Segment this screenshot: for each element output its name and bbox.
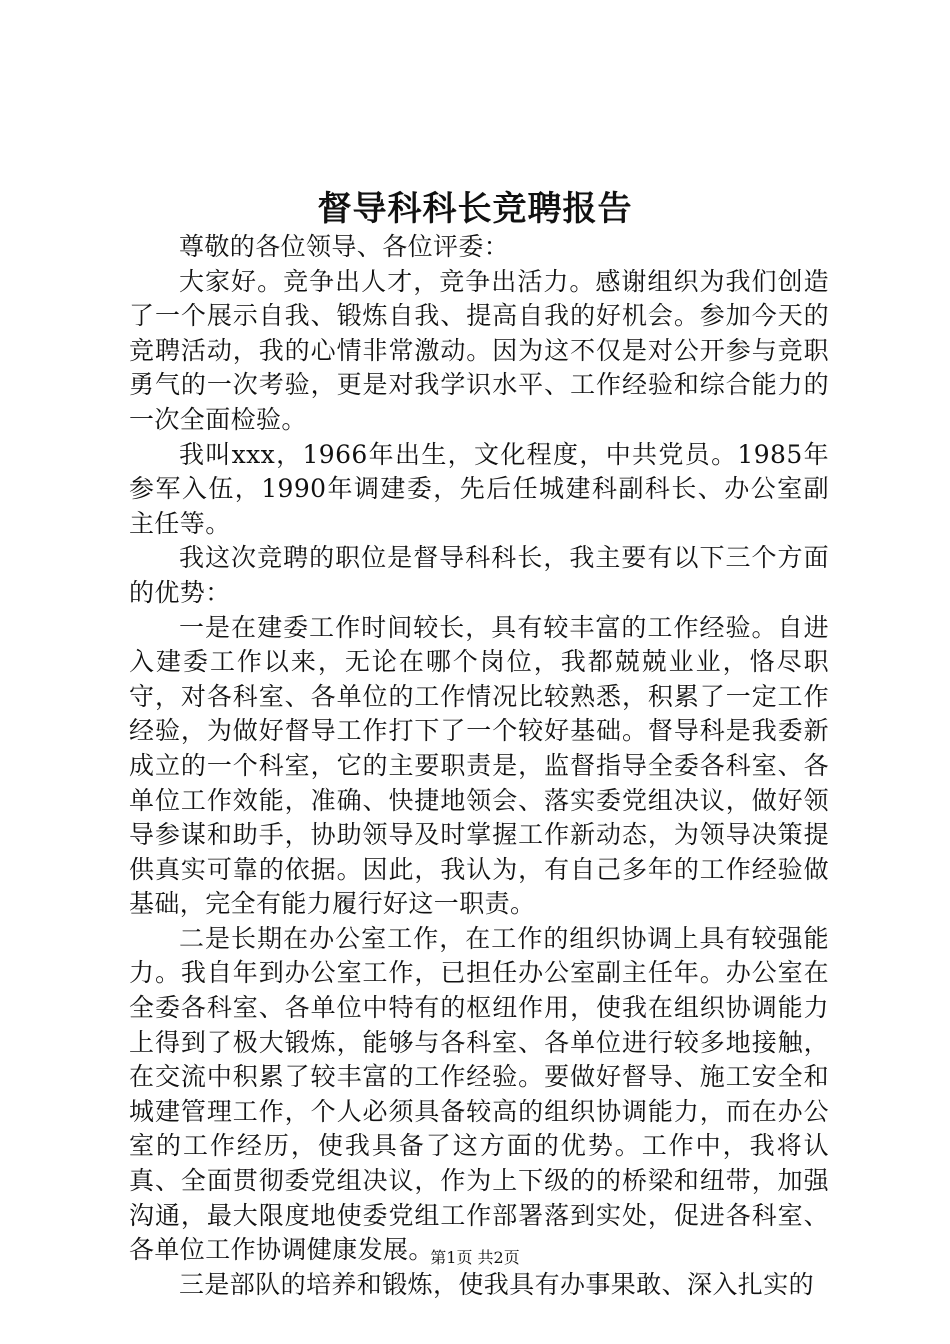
body-paragraph: 我这次竞聘的职位是督导科科长，我主要有以下三个方面的优势： (129, 543, 829, 607)
body-paragraph: 三是部队的培养和锻炼，使我具有办事果敢、深入扎实的 (179, 1269, 815, 1299)
document-title: 督导科科长竞聘报告 (317, 189, 633, 229)
body-paragraph: 一是在建委工作时间较长，具有较丰富的工作经验。自进入建委工作以来，无论在哪个岗位，我都兢兢业业，恪尽职守，对各科室、各单位的工作情况比较熟悉，积累了一定工作经验，为做好督导工作打下了一个较好基础。督导科是我委新成立的一个科室，它的主要职责是，监督指导全委各科室、各单位工作效能，准确、快捷地领会、落实委党组决议，做好领导参谋和助手，协助领导及时掌握工作新动态，为领导决策提供真实可靠的依据。因此，我认为，有自己多年的工作经验做基础，完全有能力履行好这一职责。 (129, 612, 829, 919)
page-footer: 第1页 共2页 (430, 1248, 520, 1267)
body-paragraph: 二是长期在办公室工作，在工作的组织协调上具有较强能力。我自年到办公室工作，已担任办公室副主任年。办公室在全委各科室、各单位中特有的枢纽作用，使我在组织协调能力上得到了极大锻炼，能够与各科室、各单位进行较多地接触，在交流中积累了较丰富的工作经验。要做好督导、施工安全和城建管理工作，个人必须具备较高的组织协调能力，而在办公室的工作经历，使我具备了这方面的优势。工作中，我将认真、全面贯彻委党组决议，作为上下级的的桥梁和纽带，加强沟通，最大限度地使委党组工作部署落到实处，促进各科室、各单位工作协调健康发展。 (129, 923, 829, 1265)
body-paragraph: 大家好。竞争出人才，竞争出活力。感谢组织为我们创造了一个展示自我、锻炼自我、提高自我的好机会。参加今天的竞聘活动，我的心情非常激动。因为这不仅是对公开参与竞职勇气的一次考验，更是对我学识水平、工作经验和综合能力的一次全面检验。 (129, 266, 829, 434)
salutation-paragraph: 尊敬的各位领导、各位评委： (179, 232, 510, 261)
document-body (129, 230, 829, 1302)
body-paragraph: 我叫xxx，1966年出生，文化程度，中共党员。1985年参军入伍，1990年调建委，先后任城建科副科长、办公室副主任等。 (129, 439, 829, 538)
